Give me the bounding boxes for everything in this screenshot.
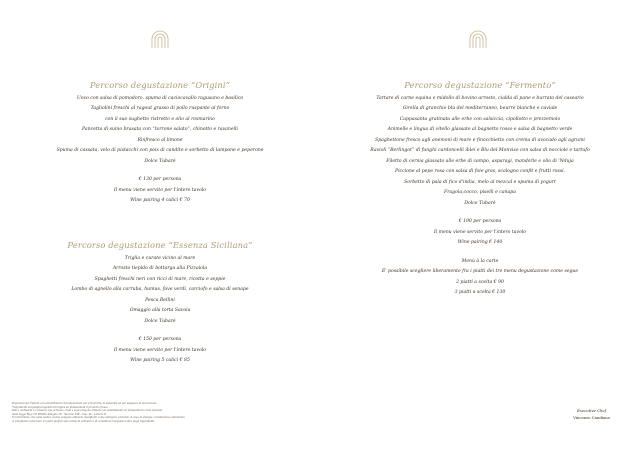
- alacarte-line: 3 piatti a scelta € 130: [454, 290, 506, 296]
- menu-item: con il suo sughetto ristretto e olio al rosmarino: [105, 116, 215, 122]
- menu-item: Rinfresco al limone: [137, 137, 183, 143]
- menu-item: Tartare di carne equina e midollo di bovino arrosto, cialda di pane e burrata del caseario: [376, 96, 584, 101]
- menu-price: € 130 per persona: [138, 177, 182, 183]
- alacarte-heading: Menù à la carte: [461, 258, 499, 264]
- menu-title: Percorso degustazione “Fermento”: [404, 80, 556, 90]
- wine-pairing: Wine pairing € 140: [457, 240, 503, 246]
- note-line: Preparazione trattata con abbattimento di temperatura per prevenirne la salubrità ed per esigenze di lavorazione.: [12, 402, 158, 405]
- menu-item: Dolce Tubarè: [464, 200, 496, 206]
- menu-item: Arrosto tiepido di bottarga alla Pizzaiola: [112, 266, 208, 272]
- menu-item: Triglia e curate vicino al mare: [124, 256, 196, 261]
- menu-item: Piccione al pepe rosa con salsa di foie gras, scalogno confit e frutti rossi.: [394, 169, 566, 175]
- alacarte-line: E' possibile scegliere liberamente fra i piatti dei tre menu degustazione come segue: [381, 269, 579, 275]
- arch-logo-icon: [468, 30, 488, 50]
- menu-item: Spaghetti freschi neri con ricci di mare, ricotta e seppie: [94, 276, 226, 282]
- menu-item: Lombo di agnello alla carruba, humus, fave verdi, carciofo e salsa di senape: [71, 287, 249, 293]
- menu-item: Spaghettone fresco agli anemoni di mare e finocchietto con crema di avocado agli agrumi: [375, 137, 585, 143]
- menu-title: Percorso degustazione “Origini”: [89, 80, 231, 90]
- right-page: [320, 0, 640, 459]
- arch-logo-icon: [150, 30, 170, 50]
- menu-origini: [15, 80, 305, 209]
- menu-note: Il menu viene servito per l'intero tavolo: [113, 347, 207, 353]
- menu-price: € 190 per persona: [458, 219, 502, 225]
- note-line: dalla legge Reg. CE 853/04 Allegato III - Sezione VIII - Cap. III - Lettera D: [12, 412, 107, 416]
- menu-item: Fragola,cocco, piselli e canapa: [444, 190, 516, 196]
- menu-item: Omaggio alla torta Savoia: [129, 308, 191, 314]
- menu-title: Percorso degustazione “Essenza Siciliana”: [67, 240, 253, 250]
- wine-pairing: Wine pairing 4 calici € 70: [130, 198, 190, 204]
- allergen-notes: [12, 402, 312, 424]
- chef-signature: [573, 407, 610, 421]
- menu-note: Il menu viene servito per l'intero tavolo: [433, 229, 527, 235]
- menu-item: Girella di granchio blu del mediterraneo, beurre blanche e caviale: [402, 106, 558, 112]
- menu-item: Uovo con salsa di pomodoro, spuma di caciocavallo ragusano e basilico: [76, 96, 244, 101]
- menu-fermento: [325, 80, 635, 301]
- chef-name: Vincenzo Candiano: [573, 415, 610, 420]
- chef-role: Executive Chef: [577, 408, 607, 413]
- menu-item: Cappasanta gratinata alle erbe con salsiccia, cipollotto e prezzemolo: [399, 116, 561, 122]
- menu-item: Pesca Bellini: [145, 297, 175, 303]
- wine-pairing: Wine pairing 5 calici € 85: [130, 358, 190, 364]
- menu-item: Spuma di cassata, velo di pistacchi con pois di candito e sorbetto di lampone e peperone: [56, 148, 264, 154]
- menu-essenza-siciliana: [15, 240, 305, 369]
- menu-item: Pancetta di suino brasata con “torrone salato”, chinotto e ravanelli: [82, 127, 238, 133]
- note-line: *ingredienti surgelati/congelati all'origine se indisponibili il prodotto fresco.: [12, 405, 109, 409]
- menu-price: € 150 per persona: [138, 337, 182, 343]
- menu-note: Il menu viene servito per l'intero tavolo: [113, 187, 207, 193]
- note-line: Pesci, molluschi e crostacei che arrivano crudi e soni vengono trattati con abbattimento di temperatura come previsto: [12, 409, 163, 413]
- menu-item: Sorbetto di pala di fico d'india, melo al mezcal e spuma di yogurt: [404, 179, 556, 185]
- menu-item: Dolce Tubarè: [144, 158, 176, 164]
- menu-item: Filetto di cernia glassato alle erbe di campo, asparagi, mandorle e olio di 'Nduja: [386, 158, 574, 164]
- alacarte-line: 2 piatti a scelta € 90: [456, 279, 504, 285]
- menu-item: Ravioli “Berlingot” di funghi cardoncelli iblei e Blu del Monviso con salsa di nocciole e tartufo: [370, 148, 590, 154]
- note-line: vi preghiamo informare il nostro staff di sala prima di ordinare e di consultare l'apposito Libro degli Ingredienti.: [12, 419, 155, 423]
- menu-item: Dolce Tubarè: [144, 318, 176, 324]
- menu-item: Animelle e lingua di vitello glassate al bagnetto rosso e salsa di bagnetto verde: [387, 127, 573, 133]
- note-line: Vi informiamo che nelle nostre cucine vengono alimenti classificati come allergeni, pertanto in caso di allergie o intolleranze alimentari,: [12, 416, 186, 420]
- menu-item: Tagliolini freschi al ragout grasso di pollo ruspante al forno: [90, 106, 230, 112]
